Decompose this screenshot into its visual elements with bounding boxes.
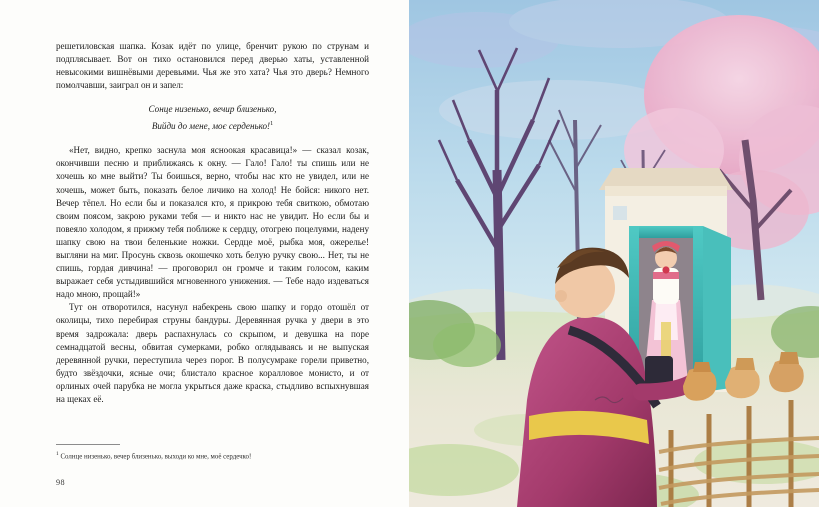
paragraph-1: решетиловская шапка. Козак идёт по улице, бренчит рукою по струнам и подплясывает. Вот он тихо остановился перед дверью хаты, уставленной невысокими вишнёвыми деревьями. Чья же это хата? Чья это дверь? Немного помолчавши, заиграл он и запел: <box>56 41 369 91</box>
watercolour-illustration-cossack-at-cottage-door <box>409 0 819 507</box>
footnote-divider <box>56 444 120 445</box>
song-verse <box>56 103 369 133</box>
footnote-body: Солнце низенько, вечер близенько, выходи ко мне, моё сердечко! <box>60 453 252 460</box>
footnote-block <box>56 444 356 461</box>
footnote-marker: 1 <box>56 450 59 457</box>
paragraph-3: Тут он отворотился, насунул набекрень свою шапку и гордо отошёл от околицы, тихо перебирая струны бандуры. Деревянная ручка у двери в это время задрожала: дверь распахнулась со скрыпом, и девушка на поре семнадцатой весны, обвитая сумерками, робко оглядываясь и не выпуская деревянной ручки, переступила через порог. В полусумраке горели приветно, будто звёздочки, ясные очи; блистало красное коралловое монисто, и от орлиных очей парубка не могла укрыться даже краска, стыдливо вспыхнувшая на щеках её. <box>56 302 369 404</box>
illustration-page <box>409 0 819 507</box>
footnote-text <box>56 450 356 461</box>
page-number: 98 <box>56 478 65 487</box>
verse-line-1: Сонце низенько, вечир близенько, <box>148 104 277 115</box>
cottage-window <box>613 206 627 220</box>
girl-coral-necklace <box>662 266 669 273</box>
paragraph-2: «Нет, видно, крепко заснула моя ясноокая красавица!» — сказал козак, окончивши песню и приближаясь к окну. — Гало! Гало! ты спишь или не хочешь ко мне выйти? Ты боишься, верно, чтобы нас кто не увидел, или не хочешь, может быть, показать белое личико на холод! Не бойся: никого нет. Вечер тёпел. Но если бы и показался кто, я прикрою тебя свиткою, обмотаю своим поясом, закрою руками тебя — и никто нас не увидит. Но если бы и повеяло холодом, я прижму тебя поближе к сердцу, отогрею поцелуями, надену шапку свою на твои беленькие ножки. Сердце моё, рыбка моя, ожерелье! выгляни на миг. Просунь сквозь окошечко хоть белую ручку свою... Нет, ты не спишь, гордая дивчина! — проговорил он громче и таким голосом, каким выражает себя устыдившийся мгновенного унижения. — Тебе надо издеваться надо мною, прощай!» <box>56 145 369 300</box>
footnote-marker-ref: 1 <box>270 119 274 127</box>
verse-line-2: Вийди до мене, моє серденько! <box>151 120 271 131</box>
text-page <box>0 0 409 507</box>
door-lintel <box>629 226 703 238</box>
verse-line-2-wrap <box>56 117 369 133</box>
